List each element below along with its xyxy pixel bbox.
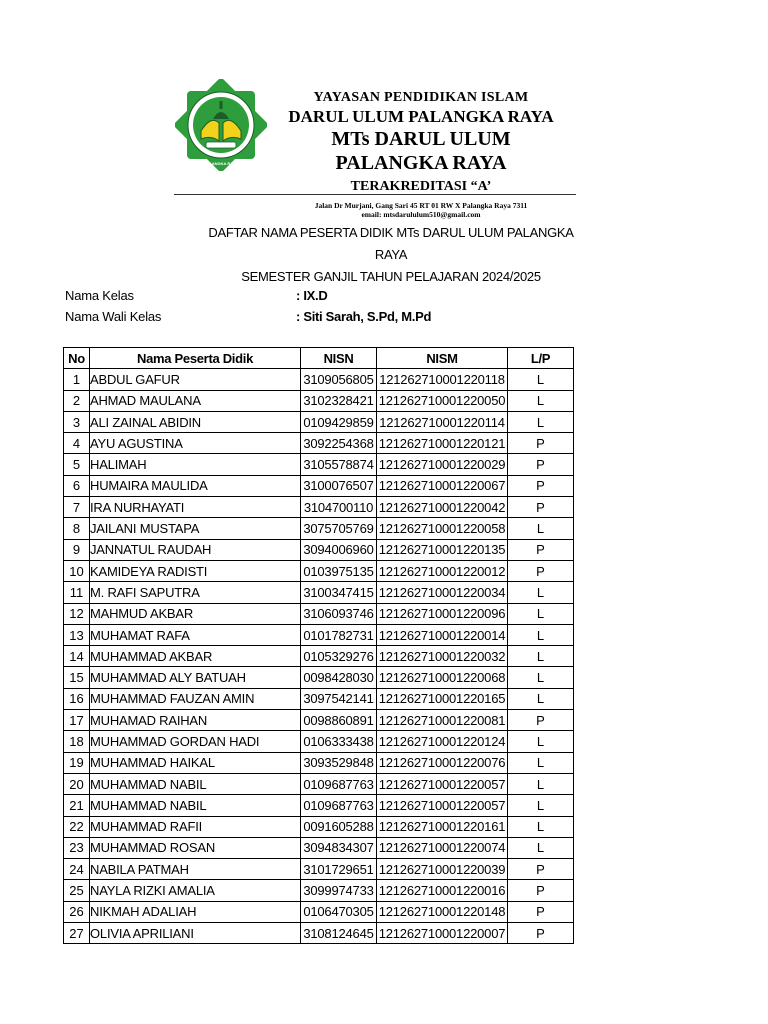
teacher-label: Nama Wali Kelas bbox=[65, 309, 162, 324]
student-nism: 121262710001220057 bbox=[377, 773, 508, 794]
student-nisn: 3108124645 bbox=[301, 923, 377, 944]
student-nism: 121262710001220050 bbox=[377, 390, 508, 411]
header-name: Nama Peserta Didik bbox=[90, 348, 301, 369]
student-name: MUHAMMAD ALY BATUAH bbox=[90, 667, 301, 688]
student-nisn: 0109687763 bbox=[301, 773, 377, 794]
student-nism: 121262710001220032 bbox=[377, 646, 508, 667]
table-row bbox=[64, 497, 574, 518]
student-name: MUHAMAD RAIHAN bbox=[90, 710, 301, 731]
student-name: ALI ZAINAL ABIDIN bbox=[90, 411, 301, 432]
class-value: : IX.D bbox=[296, 288, 328, 303]
table-row bbox=[64, 539, 574, 560]
student-nisn: 0105329276 bbox=[301, 646, 377, 667]
header-nisn: NISN bbox=[301, 348, 377, 369]
row-no: 14 bbox=[64, 646, 90, 667]
table-row bbox=[64, 454, 574, 475]
class-label: Nama Kelas bbox=[65, 288, 134, 303]
student-nism: 121262710001220029 bbox=[377, 454, 508, 475]
student-nisn: 3106093746 bbox=[301, 603, 377, 624]
student-nisn: 3109056805 bbox=[301, 369, 377, 390]
student-gender: P bbox=[508, 433, 574, 454]
student-nism: 121262710001220074 bbox=[377, 837, 508, 858]
student-nisn: 3093529848 bbox=[301, 752, 377, 773]
row-no: 2 bbox=[64, 390, 90, 411]
student-table bbox=[63, 347, 574, 944]
student-name: OLIVIA APRILIANI bbox=[90, 923, 301, 944]
student-nism: 121262710001220135 bbox=[377, 539, 508, 560]
row-no: 18 bbox=[64, 731, 90, 752]
document-title-line2: SEMESTER GANJIL TAHUN PELAJARAN 2024/2025 bbox=[241, 269, 541, 284]
student-nisn: 3099974733 bbox=[301, 880, 377, 901]
row-no: 9 bbox=[64, 539, 90, 560]
row-no: 7 bbox=[64, 497, 90, 518]
student-nism: 121262710001220118 bbox=[377, 369, 508, 390]
student-nism: 121262710001220067 bbox=[377, 475, 508, 496]
row-no: 1 bbox=[64, 369, 90, 390]
table-row bbox=[64, 923, 574, 944]
student-name: NIKMAH ADALIAH bbox=[90, 901, 301, 922]
student-nism: 121262710001220016 bbox=[377, 880, 508, 901]
row-no: 15 bbox=[64, 667, 90, 688]
table-row bbox=[64, 433, 574, 454]
student-gender: L bbox=[508, 369, 574, 390]
table-row bbox=[64, 603, 574, 624]
student-name: KAMIDEYA RADISTI bbox=[90, 560, 301, 581]
student-gender: L bbox=[508, 390, 574, 411]
row-no: 8 bbox=[64, 518, 90, 539]
row-no: 19 bbox=[64, 752, 90, 773]
student-gender: P bbox=[508, 859, 574, 880]
student-gender: L bbox=[508, 752, 574, 773]
student-name: MUHAMMAD NABIL bbox=[90, 773, 301, 794]
table-row bbox=[64, 795, 574, 816]
table-row bbox=[64, 390, 574, 411]
student-nism: 121262710001220161 bbox=[377, 816, 508, 837]
table-row bbox=[64, 475, 574, 496]
row-no: 23 bbox=[64, 837, 90, 858]
student-gender: P bbox=[508, 539, 574, 560]
table-row bbox=[64, 731, 574, 752]
row-no: 24 bbox=[64, 859, 90, 880]
table-row bbox=[64, 710, 574, 731]
logo-caption: PALANGKA RAYA bbox=[204, 161, 238, 166]
student-gender: L bbox=[508, 582, 574, 603]
student-gender: L bbox=[508, 411, 574, 432]
student-gender: P bbox=[508, 710, 574, 731]
student-name: HALIMAH bbox=[90, 454, 301, 475]
student-nism: 121262710001220148 bbox=[377, 901, 508, 922]
student-gender: L bbox=[508, 837, 574, 858]
table-header-row bbox=[64, 348, 574, 369]
row-no: 10 bbox=[64, 560, 90, 581]
row-no: 20 bbox=[64, 773, 90, 794]
student-nism: 121262710001220014 bbox=[377, 624, 508, 645]
student-nisn: 0091605288 bbox=[301, 816, 377, 837]
student-nisn: 3104700110 bbox=[301, 497, 377, 518]
student-name: HUMAIRA MAULIDA bbox=[90, 475, 301, 496]
logo-ribbon bbox=[206, 142, 236, 148]
student-nism: 121262710001220034 bbox=[377, 582, 508, 603]
row-no: 11 bbox=[64, 582, 90, 603]
student-nism: 121262710001220042 bbox=[377, 497, 508, 518]
student-nisn: 0109429859 bbox=[301, 411, 377, 432]
student-gender: L bbox=[508, 518, 574, 539]
student-nism: 121262710001220124 bbox=[377, 731, 508, 752]
student-nism: 121262710001220114 bbox=[377, 411, 508, 432]
student-gender: L bbox=[508, 731, 574, 752]
header-lp: L/P bbox=[508, 348, 574, 369]
table-row bbox=[64, 518, 574, 539]
student-nisn: 3100076507 bbox=[301, 475, 377, 496]
student-name: MAHMUD AKBAR bbox=[90, 603, 301, 624]
student-nism: 121262710001220165 bbox=[377, 688, 508, 709]
row-no: 13 bbox=[64, 624, 90, 645]
student-nisn: 0106333438 bbox=[301, 731, 377, 752]
student-gender: P bbox=[508, 901, 574, 922]
table-row bbox=[64, 560, 574, 581]
student-gender: L bbox=[508, 688, 574, 709]
student-name: IRA NURHAYATI bbox=[90, 497, 301, 518]
student-name: MUHAMMAD FAUZAN AMIN bbox=[90, 688, 301, 709]
header-no: No bbox=[64, 348, 90, 369]
student-name: ABDUL GAFUR bbox=[90, 369, 301, 390]
row-no: 6 bbox=[64, 475, 90, 496]
table-row bbox=[64, 369, 574, 390]
student-nism: 121262710001220058 bbox=[377, 518, 508, 539]
student-gender: L bbox=[508, 646, 574, 667]
student-gender: P bbox=[508, 475, 574, 496]
header-nism: NISM bbox=[377, 348, 508, 369]
student-nisn: 0106470305 bbox=[301, 901, 377, 922]
student-nisn: 0101782731 bbox=[301, 624, 377, 645]
student-nism: 121262710001220057 bbox=[377, 795, 508, 816]
school-address: Jalan Dr Murjani, Gang Sari 45 RT 01 RW X Palangka Raya 7311 bbox=[314, 201, 528, 210]
student-nisn: 3097542141 bbox=[301, 688, 377, 709]
student-nisn: 3101729651 bbox=[301, 859, 377, 880]
student-name: NABILA PATMAH bbox=[90, 859, 301, 880]
student-nisn: 3102328421 bbox=[301, 390, 377, 411]
student-name: MUHAMMAD NABIL bbox=[90, 795, 301, 816]
school-email: email: mtsdarululum510@gmail.com bbox=[361, 210, 481, 219]
student-nism: 121262710001220039 bbox=[377, 859, 508, 880]
row-no: 3 bbox=[64, 411, 90, 432]
table-row bbox=[64, 880, 574, 901]
student-name: AYU AGUSTINA bbox=[90, 433, 301, 454]
student-name: MUHAMMAD HAIKAL bbox=[90, 752, 301, 773]
letterhead bbox=[276, 88, 566, 219]
student-rows bbox=[64, 369, 574, 944]
row-no: 27 bbox=[64, 923, 90, 944]
row-no: 5 bbox=[64, 454, 90, 475]
document-title bbox=[195, 222, 587, 288]
student-gender: L bbox=[508, 667, 574, 688]
student-gender: P bbox=[508, 560, 574, 581]
student-gender: P bbox=[508, 454, 574, 475]
table-row bbox=[64, 773, 574, 794]
student-nisn: 0098860891 bbox=[301, 710, 377, 731]
teacher-value: : Siti Sarah, S.Pd, M.Pd bbox=[296, 309, 432, 324]
student-name: JANNATUL RAUDAH bbox=[90, 539, 301, 560]
student-nisn: 3094006960 bbox=[301, 539, 377, 560]
student-nisn: 3092254368 bbox=[301, 433, 377, 454]
foundation-name: YAYASAN PENDIDIKAN ISLAM bbox=[313, 90, 529, 105]
student-name: AHMAD MAULANA bbox=[90, 390, 301, 411]
student-name: MUHAMMAD AKBAR bbox=[90, 646, 301, 667]
student-nisn: 0103975135 bbox=[301, 560, 377, 581]
student-name: NAYLA RIZKI AMALIA bbox=[90, 880, 301, 901]
document-title-line1: DAFTAR NAMA PESERTA DIDIK MTs DARUL ULUM PALANGKA RAYA bbox=[208, 225, 574, 262]
school-logo bbox=[175, 79, 267, 171]
letterhead-divider bbox=[174, 194, 576, 195]
accreditation-status: TERAKREDITASI “A’ bbox=[350, 179, 492, 194]
table-row bbox=[64, 646, 574, 667]
table-row bbox=[64, 624, 574, 645]
student-gender: L bbox=[508, 795, 574, 816]
student-nisn: 3105578874 bbox=[301, 454, 377, 475]
student-name: MUHAMAT RAFA bbox=[90, 624, 301, 645]
student-nisn: 3075705769 bbox=[301, 518, 377, 539]
table-row bbox=[64, 837, 574, 858]
student-nisn: 0109687763 bbox=[301, 795, 377, 816]
school-name: MTs DARUL ULUM PALANGKA RAYA bbox=[331, 128, 511, 174]
student-nism: 121262710001220121 bbox=[377, 433, 508, 454]
student-nism: 121262710001220012 bbox=[377, 560, 508, 581]
student-name: MUHAMMAD ROSAN bbox=[90, 837, 301, 858]
table-row bbox=[64, 411, 574, 432]
student-nisn: 0098428030 bbox=[301, 667, 377, 688]
table-row bbox=[64, 816, 574, 837]
row-no: 26 bbox=[64, 901, 90, 922]
student-nisn: 3100347415 bbox=[301, 582, 377, 603]
student-gender: L bbox=[508, 816, 574, 837]
student-nism: 121262710001220068 bbox=[377, 667, 508, 688]
table-row bbox=[64, 667, 574, 688]
row-no: 21 bbox=[64, 795, 90, 816]
student-nism: 121262710001220081 bbox=[377, 710, 508, 731]
row-no: 22 bbox=[64, 816, 90, 837]
student-gender: L bbox=[508, 773, 574, 794]
institution-name: DARUL ULUM PALANGKA RAYA bbox=[288, 107, 554, 126]
table-row bbox=[64, 582, 574, 603]
student-gender: L bbox=[508, 624, 574, 645]
student-gender: P bbox=[508, 923, 574, 944]
student-nism: 121262710001220096 bbox=[377, 603, 508, 624]
table-row bbox=[64, 901, 574, 922]
table-row bbox=[64, 752, 574, 773]
logo-minaret bbox=[220, 101, 223, 109]
student-gender: P bbox=[508, 880, 574, 901]
student-name: JAILANI MUSTAPA bbox=[90, 518, 301, 539]
student-nism: 121262710001220076 bbox=[377, 752, 508, 773]
student-gender: L bbox=[508, 603, 574, 624]
student-name: MUHAMMAD GORDAN HADI bbox=[90, 731, 301, 752]
student-nisn: 3094834307 bbox=[301, 837, 377, 858]
table-row bbox=[64, 859, 574, 880]
row-no: 16 bbox=[64, 688, 90, 709]
row-no: 25 bbox=[64, 880, 90, 901]
table-row bbox=[64, 688, 574, 709]
row-no: 12 bbox=[64, 603, 90, 624]
student-name: MUHAMMAD RAFII bbox=[90, 816, 301, 837]
row-no: 17 bbox=[64, 710, 90, 731]
row-no: 4 bbox=[64, 433, 90, 454]
student-nism: 121262710001220007 bbox=[377, 923, 508, 944]
student-name: M. RAFI SAPUTRA bbox=[90, 582, 301, 603]
student-gender: P bbox=[508, 497, 574, 518]
